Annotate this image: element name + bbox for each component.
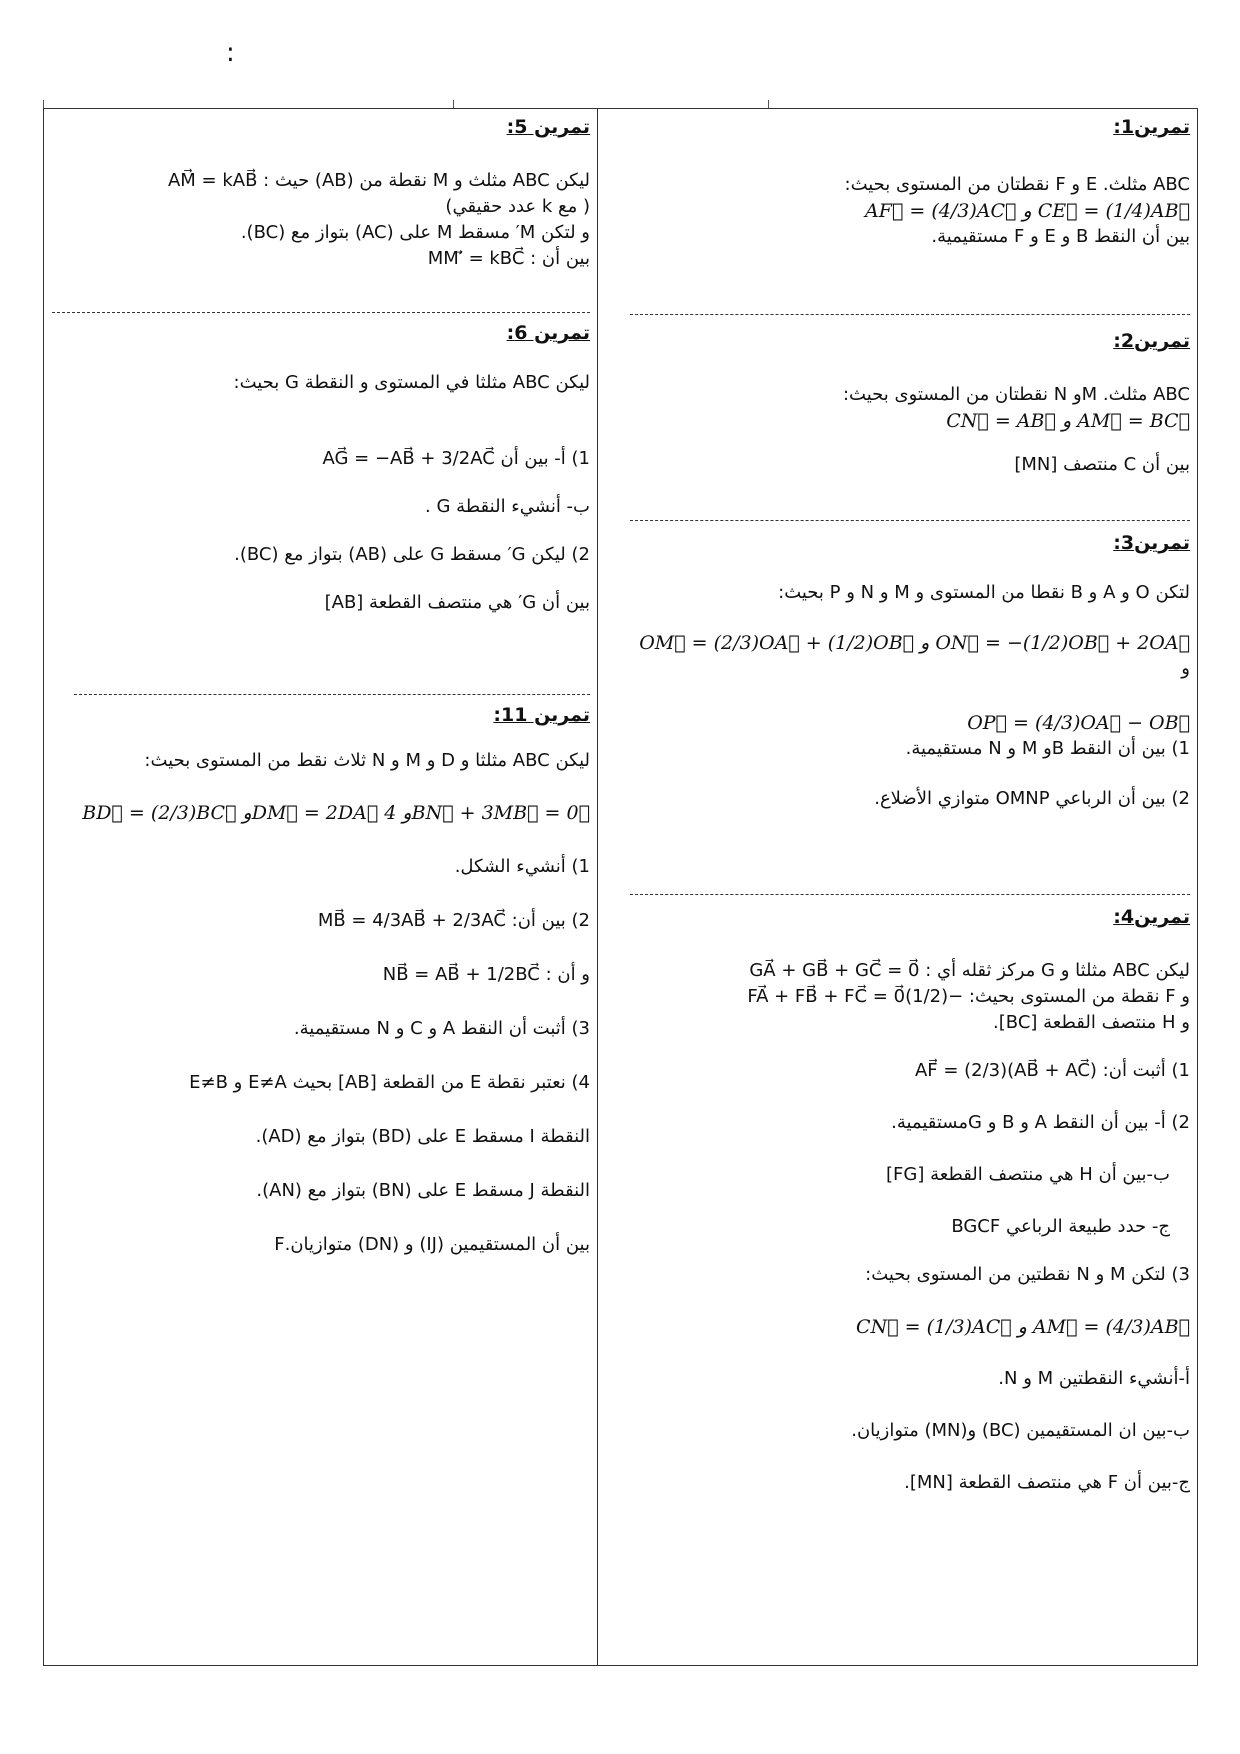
exercise-6-line: 1) أ- بين أن AG⃗ = −AB⃗ + 3/2AC⃗ <box>322 448 590 469</box>
exercise-1-formula: AF⃗ = (4/3)AC⃗ و CE⃗ = (1/4)AB⃗ <box>865 200 1190 222</box>
exercise-4-line: ب-بين ان المستقيمين (BC) و(MN) متوازيان. <box>851 1420 1190 1441</box>
exercise-11-line: و أن : NB⃗ = AB⃗ + 1/2BC⃗ <box>382 964 590 985</box>
exercise-11-line: 4) نعتبر نقطة E من القطعة [AB] بحيث E≠A و E≠B <box>189 1072 590 1093</box>
exercise-4-line: ج-بين أن F هي منتصف القطعة [MN]. <box>904 1472 1190 1493</box>
exercise-4-line: 1) أثبت أن: AF⃗ = (2/3)(AB⃗ + AC⃗) <box>914 1060 1190 1081</box>
ruler-tick <box>43 100 44 108</box>
exercise-3-formula: OM⃗ = (2/3)OA⃗ + (1/2)OB⃗ و ON⃗ = −(1/2)OB⃗ + 2OA⃗ <box>639 632 1190 654</box>
exercise-5-line: بين أن : MM′⃗ = kBC⃗ <box>427 248 590 269</box>
exercise-4-line: ب-بين أن H هي منتصف القطعة [FG] <box>886 1164 1170 1185</box>
exercise-5 <box>52 116 590 272</box>
exercise-11-title: تمرين 11: <box>493 704 590 726</box>
exercise-3-line: 2) بين أن الرباعي OMNP متوازي الأضلاع. <box>874 788 1190 809</box>
exercise-2 <box>612 330 1190 478</box>
exercise-11-line: بين أن المستقيمين (IJ) و (DN) متوازيان.F <box>274 1234 590 1255</box>
exercise-11-line: ليكن ABC مثلثا و D و M و N ثلاث نقط من المستوى بحيث: <box>144 750 590 771</box>
exercise-4-formula: CN⃗ = (1/3)AC⃗ و AM⃗ = (4/3)AB⃗ <box>856 1316 1190 1338</box>
exercise-6 <box>52 322 590 616</box>
exercise-1-title: تمرين1: <box>1113 116 1190 138</box>
exercise-11-formula: BD⃗ = (2/3)BC⃗ وDM⃗ = 2DA⃗ و 4BN⃗ + 3MB⃗ = 0⃗ <box>82 802 590 824</box>
left-column <box>52 108 590 1666</box>
exercise-3-formula: OP⃗ = (4/3)OA⃗ − OB⃗ <box>967 712 1190 734</box>
exercise-2-line: ABC مثلث. Mو N نقطتان من المستوى بحيث: <box>842 384 1190 405</box>
exercise-11 <box>52 704 590 1258</box>
exercise-2-line: بين أن C منتصف [MN] <box>1014 454 1190 475</box>
separator <box>52 312 590 313</box>
exercise-1-line: بين أن النقط B و E و F مستقيمية. <box>931 226 1190 247</box>
separator <box>630 314 1190 315</box>
right-column <box>612 108 1190 1666</box>
separator <box>630 894 1190 895</box>
exercise-4-line: ج- حدد طبيعة الرباعي BGCF <box>951 1216 1170 1237</box>
exercise-5-line: ( مع k عدد حقيقي) <box>445 196 590 217</box>
exercise-3-line: لتكن O و A و B نقطا من المستوى و M و N و P بحيث: <box>778 582 1190 603</box>
exercise-5-line: و لتكن M′ مسقط M على (AC) بتواز مع (BC). <box>240 222 590 243</box>
column-divider <box>597 108 598 1666</box>
exercise-4 <box>612 906 1190 1496</box>
ruler-tick <box>453 100 454 108</box>
ruler-tick <box>768 100 769 108</box>
exercise-6-title: تمرين 6: <box>506 322 590 344</box>
exercise-3-line: 1) بين أن النقط Bو M و N مستقيمية. <box>905 738 1190 759</box>
exercise-5-title: تمرين 5: <box>506 116 590 138</box>
exercise-3 <box>612 532 1190 812</box>
exercise-4-line: و H منتصف القطعة [BC]. <box>993 1012 1190 1033</box>
exercise-3-line: و <box>1181 658 1190 679</box>
separator <box>74 694 590 695</box>
exercise-4-line: 2) أ- بين أن النقط A و B و Gمستقيمية. <box>891 1112 1190 1133</box>
exercise-11-line: 2) بين أن: MB⃗ = 4/3AB⃗ + 2/3AC⃗ <box>317 910 590 931</box>
exercise-4-line: 3) لتكن M و N نقطتين من المستوى بحيث: <box>865 1264 1190 1285</box>
exercise-2-title: تمرين2: <box>1113 330 1190 352</box>
exercise-6-line: بين أن G′ هي منتصف القطعة [AB] <box>324 592 590 613</box>
exercise-11-line: 3) أثبت أن النقط A و C و N مستقيمية. <box>293 1018 590 1039</box>
exercise-11-line: النقطة I مسقط E على (BD) بتواز مع (AD). <box>255 1126 590 1147</box>
exercise-6-line: 2) ليكن G′ مسقط G على (AB) بتواز مع (BC). <box>234 544 590 565</box>
exercise-1 <box>612 116 1190 250</box>
exercise-4-title: تمرين4: <box>1113 906 1190 928</box>
separator <box>630 520 1190 521</box>
exercise-4-line: و F نقطة من المستوى بحيث: −(1/2)FA⃗ + FB⃗ + FC⃗ = 0⃗ <box>747 986 1190 1007</box>
exercise-1-line: ABC مثلث. E و F نقطتان من المستوى بحيث: <box>844 174 1190 195</box>
exercise-5-line: ليكن ABC مثلث و M نقطة من (AB) حيث : AM⃗ = kAB⃗ <box>167 170 590 191</box>
exercise-4-line: ليكن ABC مثلثا و G مركز ثقله أي : GA⃗ + GB⃗ + GC⃗ = 0⃗ <box>749 960 1190 981</box>
exercise-4-line: أ-أنشيء النقطتين M و N. <box>998 1368 1190 1389</box>
exercise-2-formula: CN⃗ = AB⃗ و AM⃗ = BC⃗ <box>946 410 1190 432</box>
header-mark: : <box>226 38 235 68</box>
exercise-11-line: 1) أنشيء الشكل. <box>454 856 590 877</box>
exercise-6-line: ليكن ABC مثلثا في المستوى و النقطة G بحيث: <box>233 372 590 393</box>
exercise-6-line: ب- أنشيء النقطة G . <box>425 496 590 517</box>
exercise-3-title: تمرين3: <box>1113 532 1190 554</box>
exercise-11-line: النقطة J مسقط E على (BN) بتواز مع (AN). <box>256 1180 590 1201</box>
